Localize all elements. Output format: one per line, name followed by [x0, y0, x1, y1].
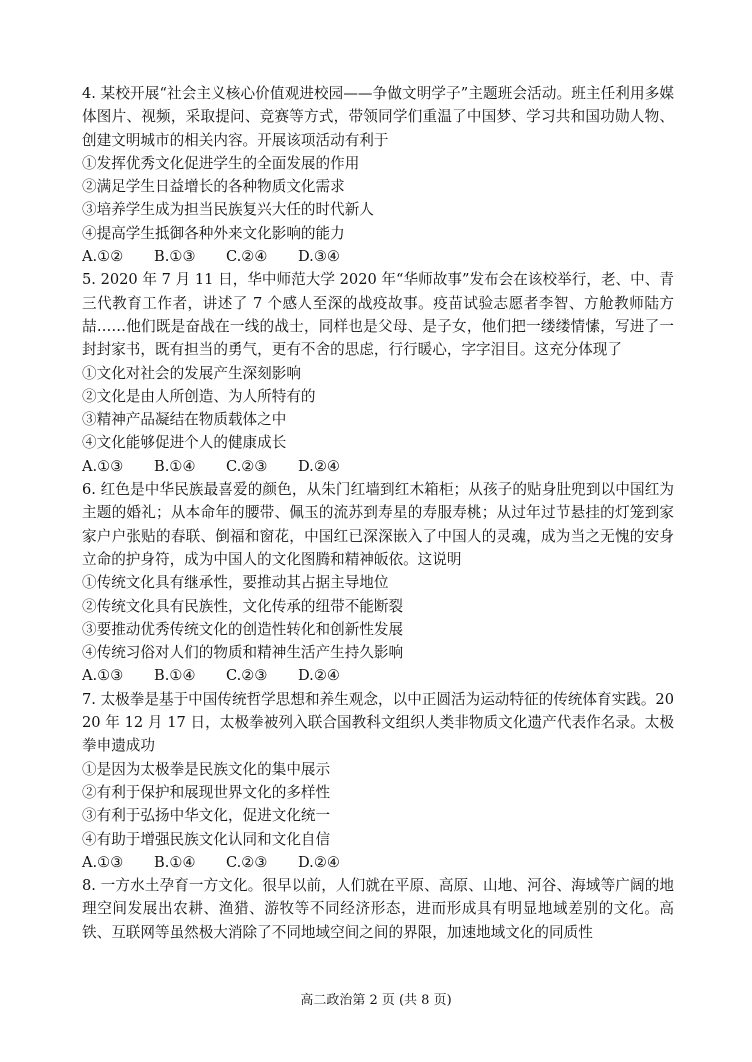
answer-b: B.①④: [154, 457, 196, 475]
page-footer: 高二政治第 2 页 (共 8 页): [300, 993, 452, 1008]
answer-c: C.②③: [226, 457, 268, 475]
answer-d: D.②④: [298, 853, 340, 871]
option-2: ②满足学生日益增长的各种物质文化需求: [82, 178, 345, 196]
question-stem: 8. 一方水土孕育一方文化。很早以前，人们就在平原、高原、山地、河谷、海域等广阔的地理空间发展出农耕、渔猎、游牧等不同经济形态，进而形成具有明显地域差别的文化。高铁、互联网等虽然极大消除了不同地域空间之间的界限，加速地域文化的同质性: [82, 877, 674, 941]
option-3: ③培养学生成为担当民族复兴大任的时代新人: [82, 201, 374, 219]
answer-b: B.①④: [154, 667, 196, 685]
option-1: ①传统文化具有继承性，要推动其占据主导地位: [82, 574, 389, 592]
option-1: ①发挥优秀文化促进学生的全面发展的作用: [82, 154, 360, 172]
option-4: ④传统习俗对人们的物质和精神生活产生持久影响: [82, 644, 404, 662]
question-4: [82, 82, 674, 268]
answer-c: C.②③: [226, 853, 268, 871]
answer-c: C.②④: [226, 248, 268, 266]
question-stem: 7. 太极拳是基于中国传统哲学思想和养生观念，以中正圆活为运动特征的传统体育实践。2020 年 12 月 17 日，太极拳被列入联合国教科文组织人类非物质文化遗产代表作名录。太极拳申遗成功: [82, 690, 674, 755]
question-5: [82, 268, 674, 478]
answer-d: D.③④: [298, 248, 340, 266]
question-6: [82, 478, 674, 688]
answer-b: B.①④: [154, 853, 196, 871]
answer-choices: [82, 245, 674, 268]
question-stem: 5. 2020 年 7 月 11 日，华中师范大学 2020 年“华师故事”发布会在该校举行，老、中、青三代教育工作者，讲述了 7 个感人至深的战疫故事。疫苗试验志愿者李智、方舱教师陆方喆……他们既是奋战在一线的战士，同样也是父母、是子女，他们把一缕缕情愫，写进了一封封家书，既有担当的勇气，更有不舍的思虑，行行暖心，字字泪目。这充分体现了: [82, 271, 674, 359]
question-8: [82, 874, 674, 944]
option-4: ④文化能够促进个人的健康成长: [82, 434, 287, 452]
question-7: [82, 688, 674, 874]
answer-a: A.①③: [82, 667, 124, 685]
exam-page: [82, 82, 674, 944]
option-4: ④提高学生抵御各种外来文化影响的能力: [82, 224, 345, 242]
answer-choices: [82, 455, 674, 478]
answer-d: D.②④: [298, 457, 340, 475]
option-1: ①文化对社会的发展产生深刻影响: [82, 364, 301, 382]
answer-choices: [82, 664, 674, 687]
question-stem: 4. 某校开展“社会主义核心价值观进校园——争做文明学子”主题班会活动。班主任利用多媒体图片、视频，采取提问、竞赛等方式，带领同学们重温了中国梦、学习共和国功勋人物、创建文明城市的相关内容。开展该项活动有利于: [82, 85, 674, 149]
answer-a: A.①③: [82, 853, 124, 871]
answer-a: A.①③: [82, 457, 124, 475]
option-3: ③要推动优秀传统文化的创造性转化和创新性发展: [82, 620, 404, 638]
option-2: ②文化是由人所创造、为人所特有的: [82, 387, 316, 405]
question-stem: 6. 红色是中华民族最喜爱的颜色，从朱门红墙到红木箱柜；从孩子的贴身肚兜到以中国红为主题的婚礼；从本命年的腰带、佩玉的流苏到寿星的寿服寿桃；从过年过节悬挂的灯笼到家家户户张贴的春联、倒福和窗花，中国红已深深嵌入了中国人的灵魂，成为当之无愧的安身立命的护身符，成为中国人的文化图腾和精神皈依。这说明: [82, 481, 674, 568]
option-3: ③有利于弘扬中华文化，促进文化统一: [82, 807, 331, 825]
answer-c: C.②③: [226, 667, 268, 685]
option-2: ②有利于保护和展现世界文化的多样性: [82, 783, 331, 801]
answer-b: B.①③: [154, 248, 196, 266]
answer-a: A.①②: [82, 248, 124, 266]
option-2: ②传统文化具有民族性，文化传承的纽带不能断裂: [82, 597, 404, 615]
option-4: ④有助于增强民族文化认同和文化自信: [82, 830, 331, 848]
answer-choices: [82, 851, 674, 874]
option-3: ③精神产品凝结在物质载体之中: [82, 411, 287, 429]
option-1: ①是因为太极拳是民族文化的集中展示: [82, 760, 331, 778]
answer-d: D.②④: [298, 667, 340, 685]
